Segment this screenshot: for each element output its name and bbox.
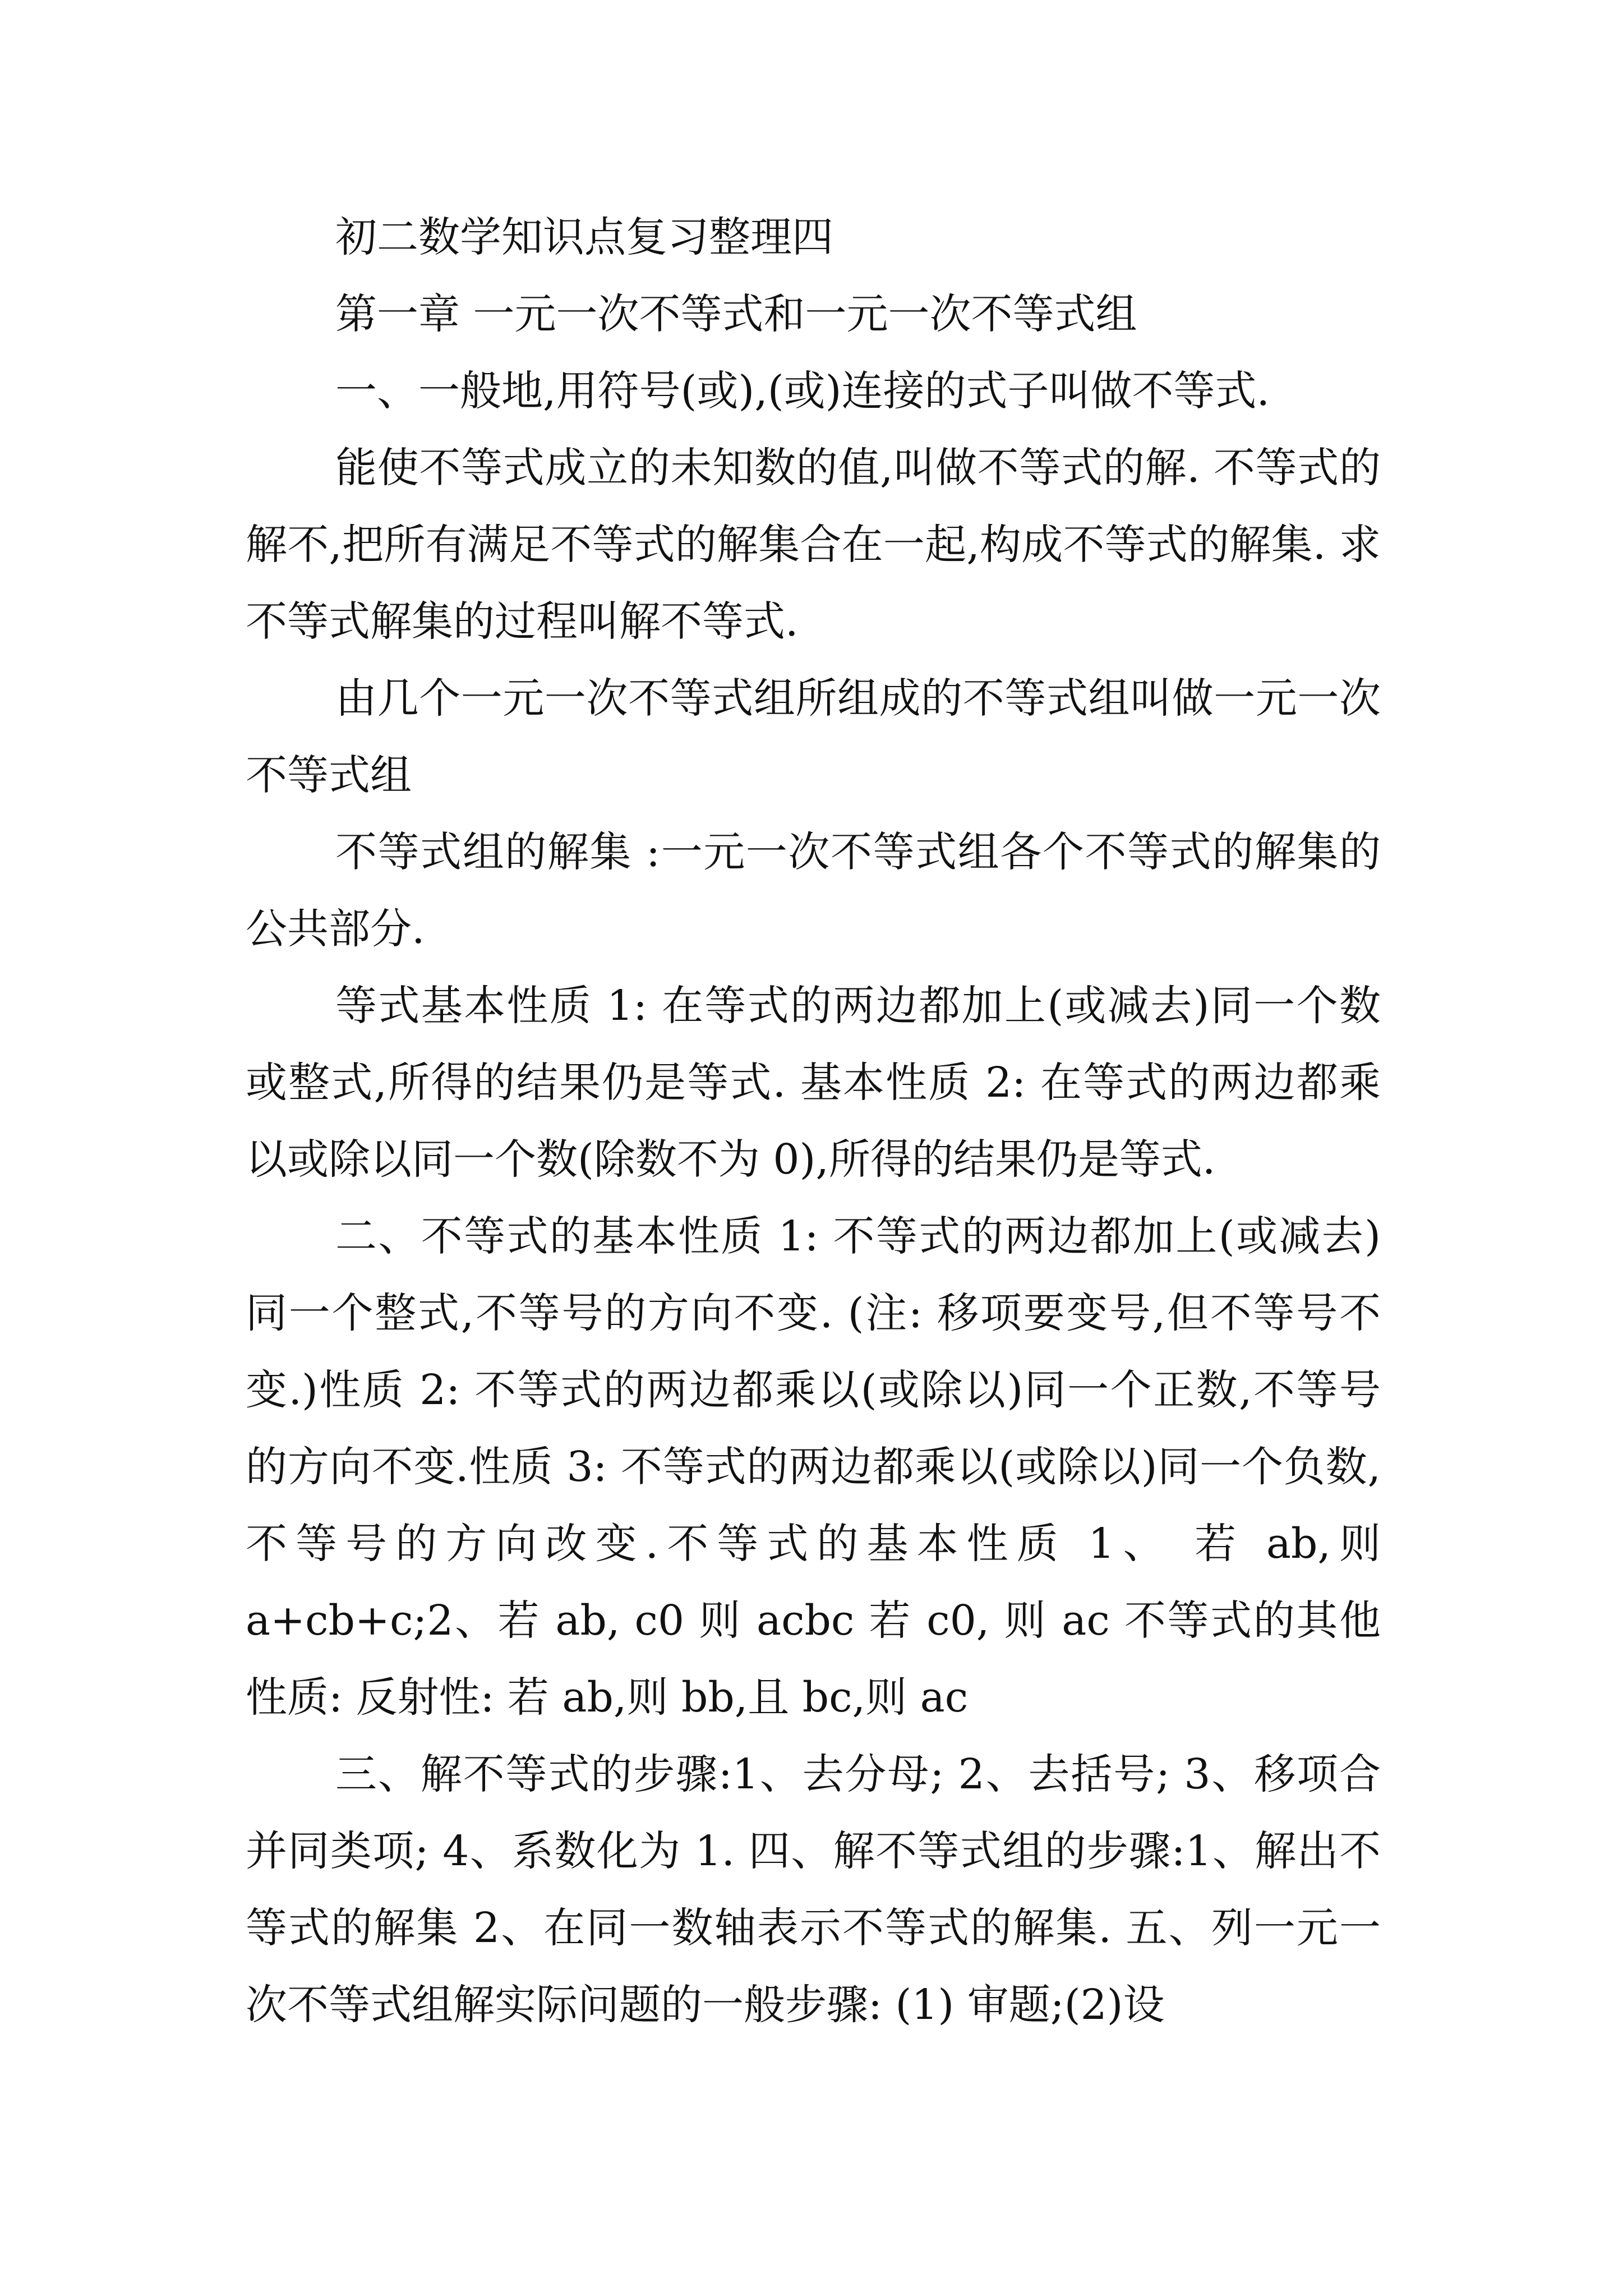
paragraph: 二、不等式的基本性质 1: 不等式的两边都加上(或减去)同一个整式,不等号的方向不变. (注: 移项要变号,但不等号不变.)性质 2: 不等式的两边都乘以(或除以)同一个正数,不等号的方向不变.性质 3: 不等式的两边都乘以(或除以)同一个负数,不等号的方向改变.不等式的基本性质 1、 若 ab,则 a+cb+c;2、若 ab, c0 则 acbc 若 c0, 则 ac 不等式的其他性质: 反射性: 若 ab,则 bb,且 bc,则 ac bbox=[246, 1212, 1394, 1722]
document-body bbox=[246, 199, 1394, 2044]
document-title: 初二数学知识点复习整理四 bbox=[335, 213, 833, 261]
paragraph: 一、一般地,用符号(或),(或)连接的式子叫做不等式. bbox=[335, 367, 1270, 415]
paragraph: 由几个一元一次不等式组所组成的不等式组叫做一元一次不等式组 bbox=[246, 674, 1381, 799]
chapter-heading: 第一章 一元一次不等式和一元一次不等式组 bbox=[335, 290, 1137, 338]
paragraph: 不等式组的解集 :一元一次不等式组各个不等式的解集的公共部分. bbox=[246, 828, 1381, 953]
paragraph: 能使不等式成立的未知数的值,叫做不等式的解. 不等式的解不,把所有满足不等式的解集合在一起,构成不等式的解集. 求不等式解集的过程叫解不等式. bbox=[246, 444, 1381, 646]
paragraph: 三、解不等式的步骤:1、去分母; 2、去括号; 3、移项合并同类项; 4、系数化为 1. 四、解不等式组的步骤:1、解出不等式的解集 2、在同一数轴表示不等式的解集. 五、列一元一次不等式组解实际问题的一般步骤: (1) 审题;(2)设 bbox=[246, 1750, 1381, 2029]
paragraph: 等式基本性质 1: 在等式的两边都加上(或减去)同一个数或整式,所得的结果仍是等式. 基本性质 2: 在等式的两边都乘以或除以同一个数(除数不为 0),所得的结果仍是等式. bbox=[246, 982, 1381, 1184]
